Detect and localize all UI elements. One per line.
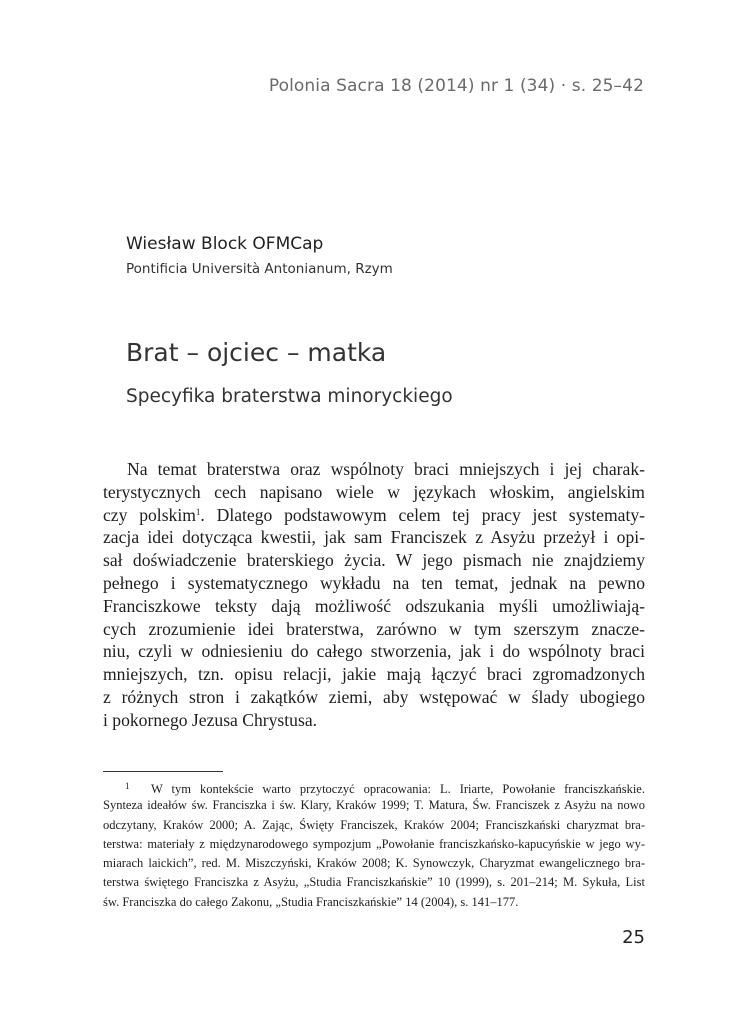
footnote <box>103 777 645 912</box>
author-name: Wiesław Block OFMCap <box>126 234 324 254</box>
footnote-line: terstwa świętego Franciszka z Asyżu, „Studia Franciszkańskie” 10 (1999), s. 201–214; M. Sykuła, List <box>103 875 645 890</box>
footnote-line <box>103 777 645 796</box>
footnote-line: miarach laickich”, red. M. Miszczyński, Kraków 2008; K. Synowczyk, Charyzmat ewangelicznego bra- <box>103 856 645 871</box>
body-line: Franciszkowe teksty dają możliwość odszukania myśli umożliwiają- <box>103 595 645 616</box>
footnote-number: 1 <box>125 781 130 791</box>
body-line: zacja idei dotycząca kwestii, jak sam Franciszek z Asyżu przeżył i opi- <box>103 527 645 548</box>
body-line: Na temat braterstwa oraz wspólnoty braci mniejszych i jej charak- <box>127 459 645 479</box>
footnote-reference[interactable]: 1 <box>195 506 201 517</box>
footnote-line: terstwa: materiały z międzynarodowego sympozjum „Powołanie franciszkańsko-kapucyńskie w jego wy- <box>103 836 645 851</box>
body-line <box>103 504 645 527</box>
footnote-line: św. Franciszka do całego Zakonu, „Studia Franciszkańskie” 14 (2004), s. 141–177. <box>103 894 519 909</box>
body-line: cych zrozumienie idei braterstwa, zarówno w tym szerszym znacze- <box>103 618 645 639</box>
footnote-line: Synteza ideałów św. Franciszka i św. Klary, Kraków 1999; T. Matura, Św. Franciszek z Asyżu na nowo <box>103 798 645 813</box>
body-line: mniejszych, tzn. opisu relacji, jakie mają łączyć braci zgromadzonych <box>103 664 645 685</box>
body-line: pełnego i systematycznego wykładu na ten temat, jednak na pewno <box>103 572 645 593</box>
body-line-part: czy polskim <box>103 504 196 525</box>
page-number: 25 <box>622 927 645 948</box>
footnote-divider <box>103 771 223 772</box>
body-line: sał doświadczenie braterskiego życia. W jego pismach nie znajdziemy <box>103 550 645 571</box>
body-line-part: . Dlatego podstawowym celem tej pracy jest systematy- <box>200 504 646 525</box>
article-title: Brat – ojciec – matka <box>126 338 387 367</box>
body-line: niu, czyli w odniesieniu do całego stworzenia, jak i do wspólnoty braci <box>103 641 645 662</box>
author-affiliation: Pontificia Università Antonianum, Rzym <box>126 261 393 277</box>
running-header: Polonia Sacra 18 (2014) nr 1 (34) · s. 25–42 <box>268 76 644 96</box>
article-subtitle: Specyfika braterstwa minoryckiego <box>126 386 453 407</box>
body-paragraph <box>103 458 645 732</box>
body-line: i pokornego Jezusa Chrystusa. <box>103 709 318 730</box>
body-line: z różnych stron i zakątków ziemi, aby wstępować w ślady ubogiego <box>103 686 645 707</box>
body-line: terystycznych cech napisano wiele w językach włoskim, angielskim <box>103 481 645 502</box>
footnote-text: W tym kontekście warto przytoczyć opracowania: L. Iriarte, Powołanie franciszkańskie. <box>151 782 645 796</box>
footnote-line: odczytany, Kraków 2000; A. Zając, Święty Franciszek, Kraków 2004; Franciszkański charyzmat bra- <box>103 817 645 832</box>
